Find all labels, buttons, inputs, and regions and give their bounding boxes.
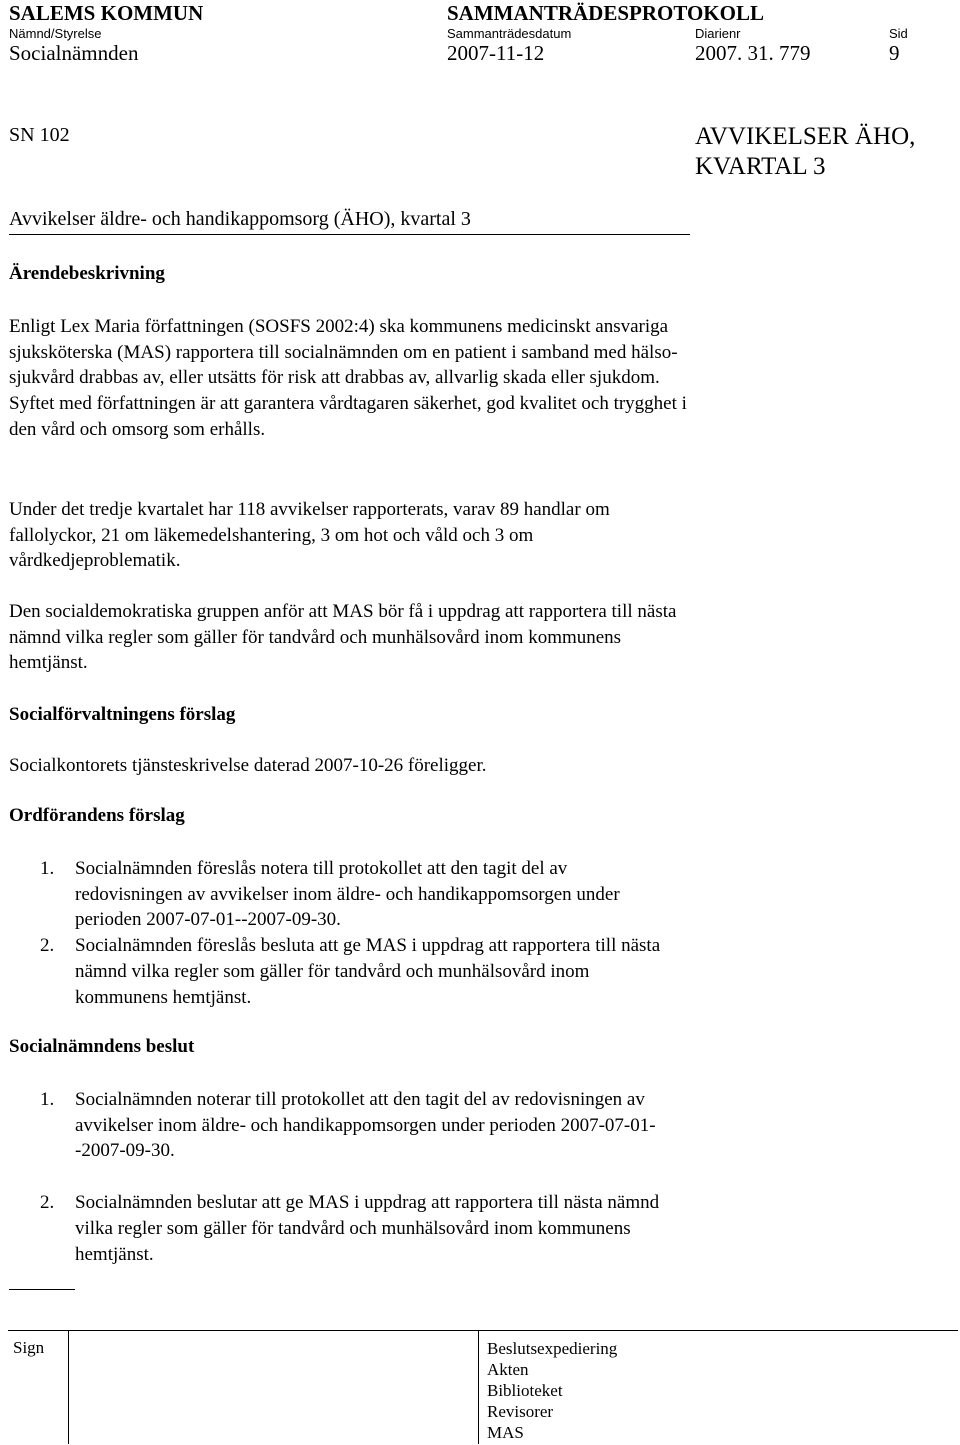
label-diary-number: Diarienr (695, 26, 741, 41)
case-title-line-1: AVVIKELSER ÄHO, (695, 123, 916, 150)
list-item (9, 1087, 709, 1164)
list-item (9, 933, 709, 1010)
distribution-item: Beslutsexpediering (487, 1339, 618, 1358)
label-meeting-date: Sammanträdesdatum (447, 26, 572, 41)
list-item (9, 856, 709, 933)
case-title-right (695, 122, 915, 182)
list-item (9, 1190, 709, 1267)
decision-list (9, 1087, 709, 1267)
description-paragraph-1: Enligt Lex Maria författningen (SOSFS 2002:4) ska kommunens medicinskt ansvariga sjuksköterska (MAS) rapportera till socialnämnden om en patient i samband med hälso- sjukvård drabbas av, eller utsätts för risk att drabbas av, allvarlig skada eller sjukdom. Syftet med författningen är att garantera vårdtagaren säkerhet, god kvalitet och trygghet i den vård och omsorg som erhålls. (9, 316, 687, 440)
sign-label: Sign (13, 1338, 45, 1357)
document-type: SAMMANTRÄDESPROTOKOLL (447, 1, 764, 25)
list-item-text: Socialnämnden föreslås besluta att ge MAS i uppdrag att rapportera till nästa nämnd vilka regler som gäller för tandvård och munhälsovård inom kommunens hemtjänst. (75, 935, 661, 1008)
case-title-line-2: KVARTAL 3 (695, 153, 826, 180)
end-rule (9, 1289, 75, 1290)
chair-proposal-list (9, 856, 709, 1010)
list-item-number: 1. (40, 858, 55, 879)
distribution-item: Biblioteket (487, 1381, 563, 1400)
admin-proposal-heading: Socialförvaltningens förslag (9, 704, 236, 725)
description-heading: Ärendebeskrivning (9, 263, 165, 284)
case-number: SN 102 (9, 124, 70, 146)
board-name: Socialnämnden (9, 41, 139, 65)
subject-underline (9, 234, 690, 235)
footer-divider (68, 1331, 69, 1444)
list-item-text: Socialnämnden föreslås notera till protokollet att den tagit del av redovisningen av avvikelser inom äldre- och handikappomsorgen under perioden 2007-07-01--2007-09-30. (75, 858, 620, 931)
list-item-text: Socialnämnden beslutar att ge MAS i uppdrag att rapportera till nästa nämnd vilka regler som gäller för tandvård och munhälsovård inom kommunens hemtjänst. (75, 1192, 660, 1265)
description-paragraph-3: Den socialdemokratiska gruppen anför att MAS bör få i uppdrag att rapportera till nästa nämnd vilka regler som gäller för tandvård och munhälsovård inom kommunens hemtjänst. (9, 601, 677, 674)
distribution-list (487, 1338, 617, 1443)
list-item-number: 1. (40, 1089, 55, 1110)
list-item-text: Socialnämnden noterar till protokollet att den tagit del av redovisningen av avvikelser inom äldre- och handikappomsorgen under perioden 2007-07-01--2007-09-30. (75, 1089, 656, 1162)
admin-proposal-text: Socialkontorets tjänsteskrivelse daterad 2007-10-26 föreligger. (9, 755, 487, 776)
signature-footer (8, 1330, 958, 1445)
org-name: SALEMS KOMMUN (9, 1, 204, 25)
distribution-item: Akten (487, 1360, 529, 1379)
case-subject: Avvikelser äldre- och handikappomsorg (ÄHO), kvartal 3 (9, 208, 471, 230)
label-page: Sid (889, 26, 908, 41)
footer-divider (478, 1331, 479, 1444)
distribution-item: MAS (487, 1423, 524, 1442)
list-item-number: 2. (40, 935, 55, 957)
diary-number: 2007. 31. 779 (695, 41, 811, 65)
meeting-date: 2007-11-12 (447, 41, 545, 65)
label-board: Nämnd/Styrelse (9, 26, 102, 41)
description-paragraph-2: Under det tredje kvartalet har 118 avvikelser rapporterats, varav 89 handlar om fallolyckor, 21 om läkemedelshantering, 3 om hot och våld och 3 om vårdkedjeproblematik. (9, 499, 610, 572)
page-number: 9 (889, 41, 900, 65)
decision-heading: Socialnämndens beslut (9, 1036, 195, 1057)
distribution-item: Revisorer (487, 1402, 554, 1421)
list-item-number: 2. (40, 1192, 55, 1214)
chair-proposal-heading: Ordförandens förslag (9, 805, 185, 826)
